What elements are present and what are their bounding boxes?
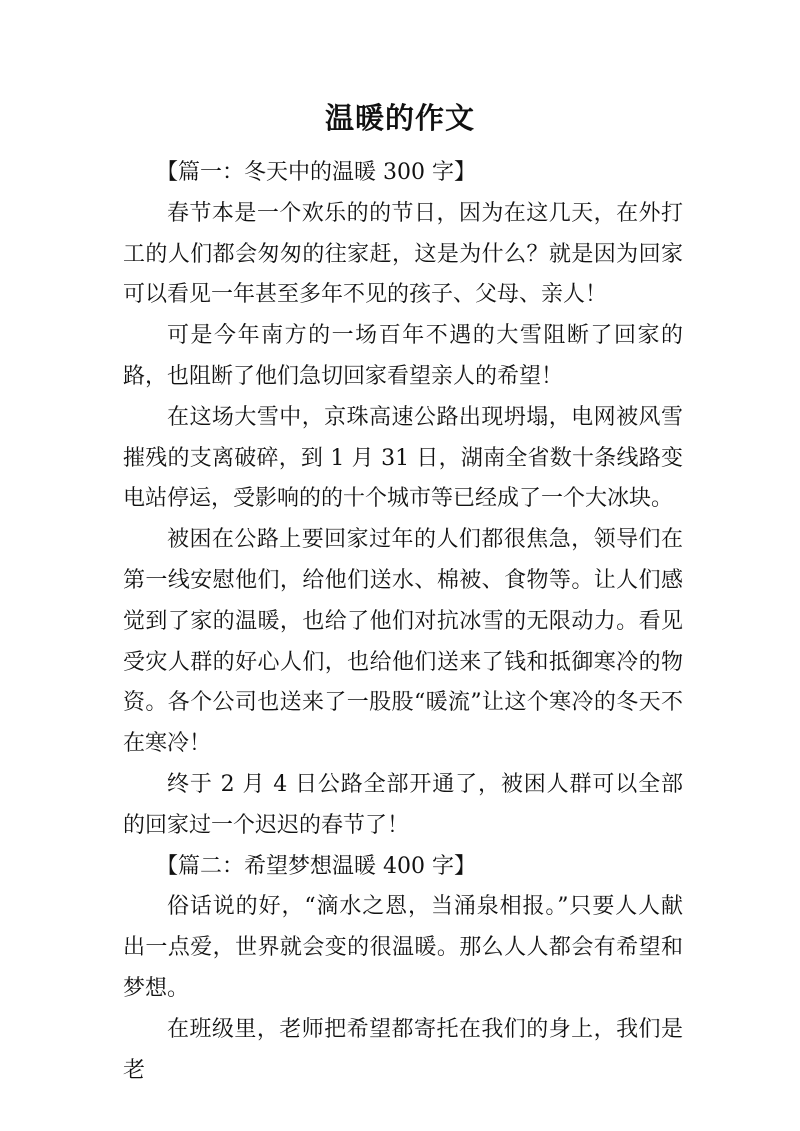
paragraph: 春节本是一个欢乐的的节日，因为在这几天，在外打工的人们都会匆匆的往家赶，这是为什么？就是因为回家可以看见一年甚至多年不见的孩子、父母、亲人！ xyxy=(123,200,683,308)
document-body xyxy=(123,153,683,1091)
section-heading: 【篇二：希望梦想温暖 400 字】 xyxy=(156,853,476,879)
paragraph: 被困在公路上要回家过年的人们都很焦急，领导们在第一线安慰他们，给他们送水、棉被、食物等。让人们感觉到了家的温暖，也给了他们对抗冰雪的无限动力。看见受灾人群的好心人们，也给他们送来了钱和抵御寒冷的物资。各个公司也送来了一股股“暖流”让这个寒冷的冬天不在寒冷！ xyxy=(123,527,683,757)
paragraph: 可是今年南方的一场百年不遇的大雪阻断了回家的路，也阻断了他们急切回家看望亲人的希望！ xyxy=(123,323,683,389)
section-heading: 【篇一：冬天中的温暖 300 字】 xyxy=(156,160,476,185)
paragraph: 在班级里，老师把希望都寄托在我们的身上，我们是老 xyxy=(123,1016,683,1083)
document-title: 温暖的作文 xyxy=(324,101,475,135)
paragraph: 终于 2 月 4 日公路全部开通了，被困人群可以全部的回家过一个迟迟的春节了！ xyxy=(123,771,683,838)
paragraph: 在这场大雪中，京珠高速公路出现坍塌，电网被风雪摧残的支离破碎，到 1 月 31 日，湖南全省数十条线路变电站停运，受影响的的十个城市等已经成了一个大冰块。 xyxy=(123,404,683,512)
paragraph: 俗话说的好，“滴水之恩，当涌泉相报。”只要人人献出一点爱，世界就会变的很温暖。那么人人都会有希望和梦想。 xyxy=(123,894,683,1001)
